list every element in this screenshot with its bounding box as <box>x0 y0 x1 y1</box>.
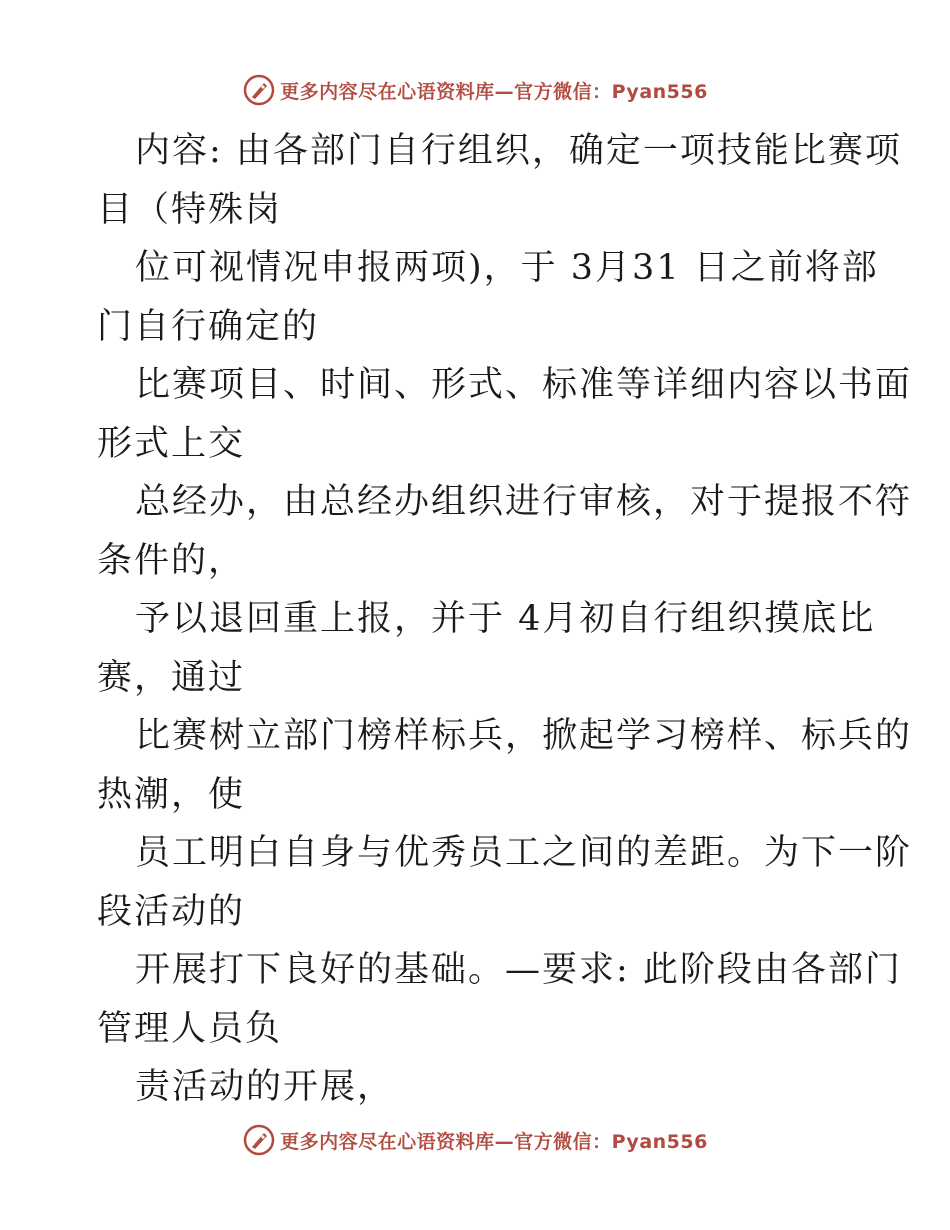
text-line: 比赛树立部门榜样标兵，掀起学习榜样、标兵的 <box>135 716 913 756</box>
text-line: 责活动的开展， <box>135 1067 395 1107</box>
pen-nib-icon <box>242 73 276 107</box>
text-line: 员工明白自身与优秀员工之间的差距。为下一阶 <box>135 833 913 873</box>
text-line: 内容: 由各部门自行组织，确定一项技能比赛项 <box>135 131 902 171</box>
text-line: 开展打下良好的基础。—要求: 此阶段由各部门 <box>135 950 902 990</box>
text-line: 位可视情况申报两项)，于 3月31 日之前将部 <box>135 248 879 288</box>
text-line: 比赛项目、时间、形式、标准等详细内容以书面 <box>135 365 913 405</box>
document-body <box>97 122 913 1117</box>
text-line: 管理人员负 <box>97 1008 283 1049</box>
footer-banner <box>0 1120 950 1160</box>
header-banner-text: 更多内容尽在心语资料库—官方微信：Pyan556 <box>280 80 708 103</box>
footer-banner-text: 更多内容尽在心语资料库—官方微信：Pyan556 <box>280 1130 708 1153</box>
pen-nib-icon <box>242 1123 276 1157</box>
text-line: 热潮，使 <box>97 774 246 815</box>
text-line: 赛，通过 <box>97 657 246 698</box>
text-line: 目（特殊岗 <box>97 189 283 230</box>
text-line: 段活动的 <box>97 891 246 932</box>
text-line: 条件的， <box>97 540 246 581</box>
text-line: 总经办，由总经办组织进行审核，对于提报不符 <box>135 482 913 522</box>
header-banner <box>0 70 950 110</box>
text-line: 予以退回重上报，并于 4月初自行组织摸底比 <box>135 599 876 639</box>
text-line: 门自行确定的 <box>97 306 320 347</box>
text-line: 形式上交 <box>97 423 246 464</box>
